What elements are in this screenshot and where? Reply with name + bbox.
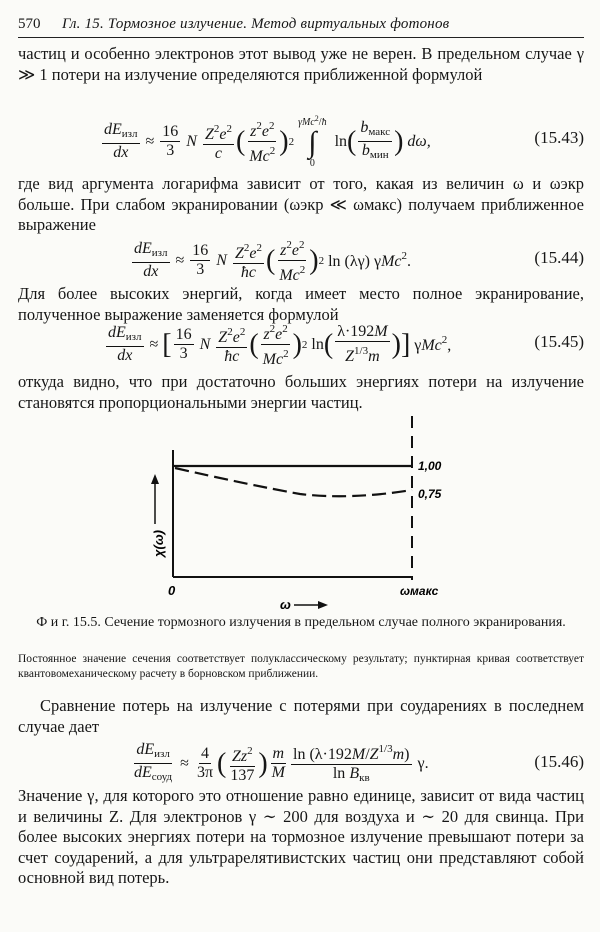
equation-15-45: $\frac{dE_{изл}}{dx}$ ≈ [ $\frac{16}{3}$ N $\frac{Z^2e^2}{ħc}$ ( $\frac{z^2e^2}{Mc^2}$ ) 2 ln ( $\frac{\lambda\cdot 192M}{Z^{1/3}m}$ ) ] γMc$^2$, (15.45)	[18, 320, 584, 366]
header-rule	[18, 37, 584, 38]
equation-number-15-43: (15.43)	[534, 128, 584, 147]
x-axis-label: ω	[280, 597, 291, 612]
level-high-label: 1,00	[418, 459, 442, 473]
quantum-curve	[175, 468, 412, 496]
running-title: Гл. 15. Тормозное излучение. Метод виртуальных фотонов	[62, 16, 450, 32]
origin-label: 0	[168, 583, 176, 598]
x-arrow-head	[318, 601, 328, 609]
equation-15-43: $\frac{dE_{изл}}{dx}$ ≈ $\frac{16}{3}$ N $\frac{Z^2e^2}{c}$ ( $\frac{z^2e^2}{Mc^2}$ ) 2 γMc$^2$/ħ ∫ 0 ln ( $\frac{b_{макс}}{b_{мин}}$ ) dω, (15.43)	[104, 114, 584, 169]
figure-15-5	[0, 412, 600, 612]
equation-number-15-46: (15.46)	[534, 752, 584, 771]
paragraph-2: где вид аргумента логарифма зависит от того, какая из величин ω и ωэкр больше. При слабом экранировании (ωэкр ≪ ωмакс) получаем приближенное выражение	[18, 174, 584, 235]
paragraph-6: Значение γ, для которого это отношение равно единице, зависит от вида частиц и величины Z. Для электронов γ ∼ 200 для воздуха и ∼ 20 для свинца. При более высоких энергиях потери на тормозное излучение превышают потери за счет соударений, а для ультрарелятивистских частиц они представляют собой основной вид потерь.	[18, 786, 584, 888]
figure-caption-text: Постоянное значение сечения соответствует полуклассическому результату; пунктирная кривая соответствует квантовомеханическому расчету в борновском приближении.	[18, 653, 584, 680]
omega-max-label: ωмакс	[400, 584, 439, 598]
paragraph-3: Для более высоких энергий, когда имеет место полное экранирование, полученное выражение заменяется формулой	[18, 284, 584, 324]
paragraph-5: Сравнение потерь на излучение с потерями при соударениях в последнем случае дает	[18, 696, 584, 736]
equation-number-15-44: (15.44)	[534, 248, 584, 267]
level-low-label: 0,75	[418, 487, 442, 501]
figure-caption-title: Ф и г. 15.5. Сечение тормозного излучения в предельном случае полного экранирования.	[36, 615, 566, 630]
y-axis-label: χ(ω)	[151, 529, 166, 557]
paragraph-4: откуда видно, что при достаточно больших энергиях потери на излучение становятся пропорциональными энергии частиц.	[18, 372, 584, 412]
page-number: 570	[18, 16, 41, 32]
equation-15-44: $\frac{dE_{изл}}{dx}$ ≈ $\frac{16}{3}$ N $\frac{Z^2e^2}{ħc}$ ( $\frac{z^2e^2}{Mc^2}$ ) 2 ln (λγ) γMc$^2$. (15.44)	[18, 236, 584, 282]
equation-number-15-45: (15.45)	[534, 332, 584, 351]
y-arrow-head	[151, 474, 159, 484]
paragraph-1: частиц и особенно электронов этот вывод уже не верен. В предельном случае γ ≫ 1 потери на излучение определяются приближенной формулой	[18, 44, 584, 84]
equation-15-46: $\frac{dE_{изл}}{dE_{соуд}}$ ≈ $\frac{4}{3\pi}$ ( $\frac{Zz^2}{137}$ ) $\frac{m}{M}$ $\frac{\ln (\lambda\cdot 192M/Z^{1/3}m)}{\ln B_{кв}}$ γ. (15.46)	[134, 741, 584, 784]
page-header	[18, 14, 584, 38]
